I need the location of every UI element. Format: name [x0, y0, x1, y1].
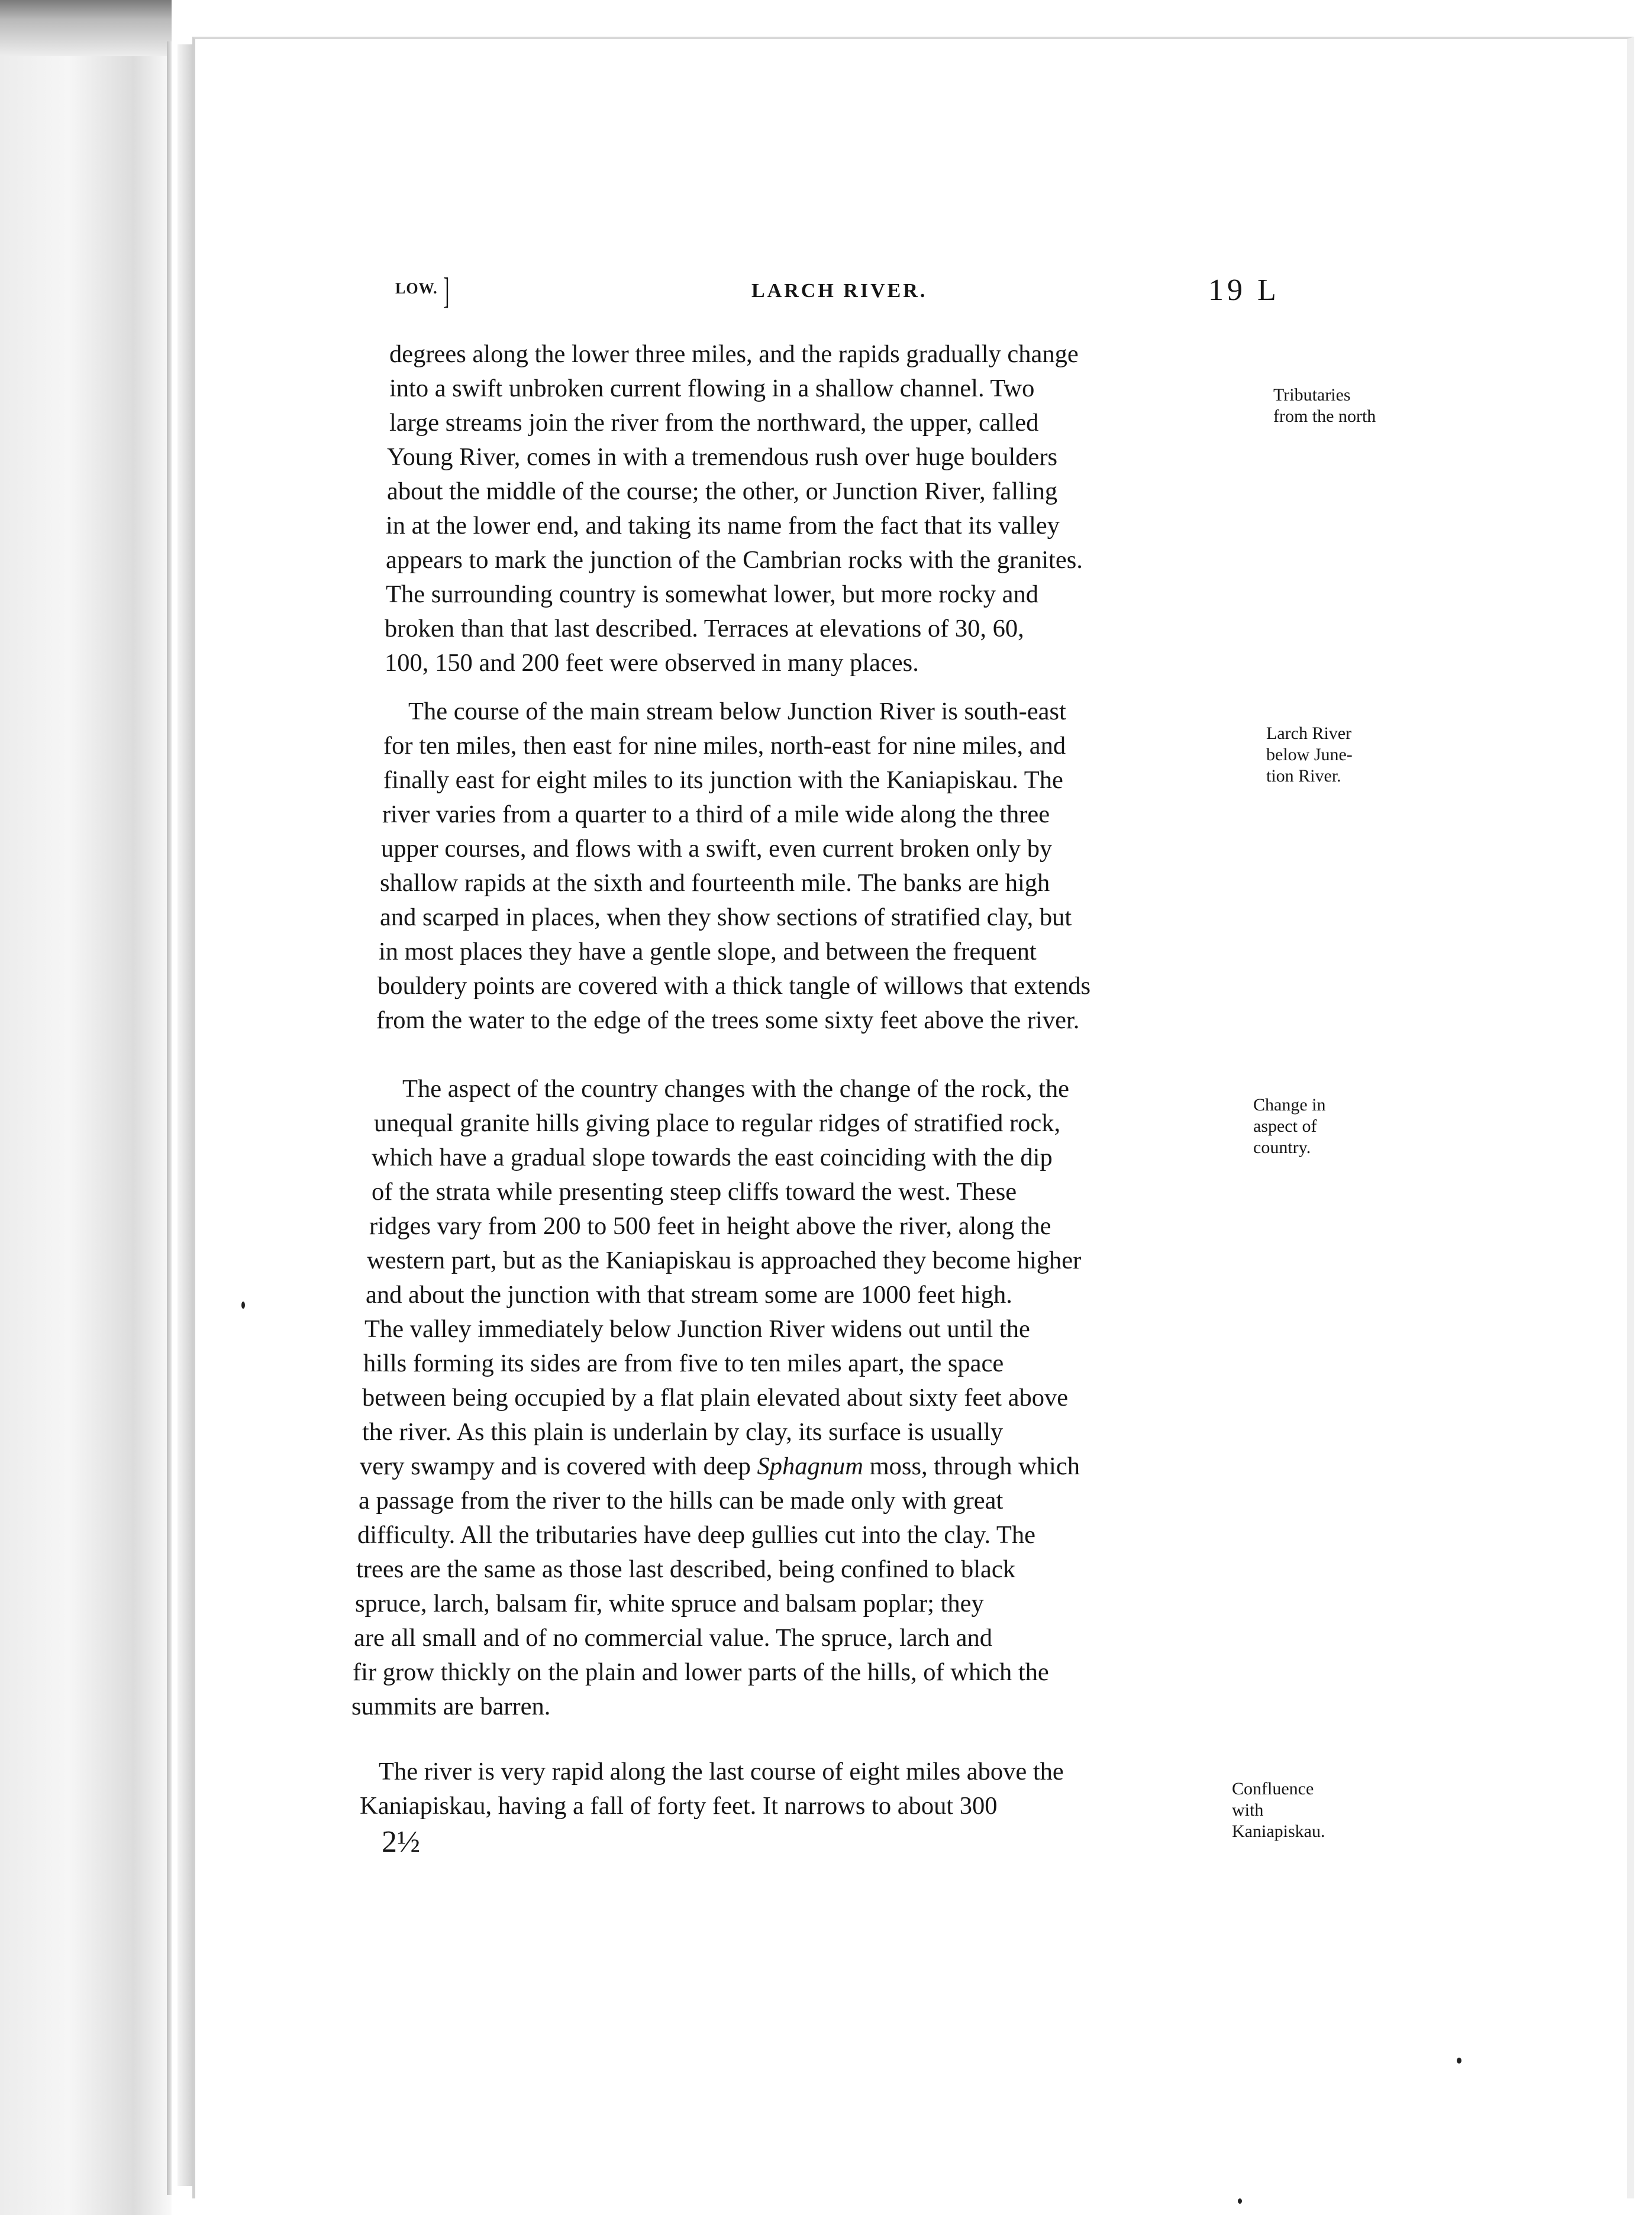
scanned-book-edge-top	[0, 0, 172, 56]
text-line	[360, 1452, 1080, 1481]
text-line: for ten miles, then east for nine miles, north-east for nine miles, and	[383, 732, 1066, 760]
text-line: about the middle of the course; the other, or Junction River, falling	[387, 477, 1058, 505]
text-line: from the water to the edge of the trees some sixty feet above the river.	[376, 1006, 1080, 1034]
text-line: shallow rapids at the sixth and fourteenth mile. The banks are high	[380, 869, 1050, 897]
text-line: bouldery points are covered with a thick tangle of willows that extends	[377, 972, 1091, 1000]
text-line: large streams join the river from the northward, the upper, called	[389, 409, 1039, 437]
text-line: fir grow thickly on the plain and lower parts of the hills, of which the	[353, 1658, 1049, 1686]
margin-note-line: Tributaries	[1273, 385, 1351, 405]
text-line: broken than that last described. Terraces at elevations of 30, 60,	[385, 615, 1024, 642]
text-line: and about the junction with that stream some are 1000 feet high.	[366, 1281, 1012, 1309]
text-line: western part, but as the Kaniapiskau is approached they become higher	[367, 1247, 1082, 1274]
italic-term: Sphagnum	[757, 1452, 863, 1480]
text-line: Kaniapiskau, having a fall of forty feet. It narrows to about 300	[360, 1792, 998, 1820]
text-segment: very swampy and is covered with deep	[360, 1452, 757, 1480]
text-line: a passage from the river to the hills can be made only with great	[359, 1487, 1004, 1515]
text-line: the river. As this plain is underlain by clay, its surface is usually	[362, 1418, 1004, 1446]
margin-note-line: from the north	[1273, 406, 1376, 426]
text-line: trees are the same as those last described, being confined to black	[356, 1555, 1016, 1583]
scan-speck	[1238, 2198, 1242, 2204]
text-line: Young River, comes in with a tremendous rush over huge boulders	[387, 443, 1058, 471]
text-line: river varies from a quarter to a third of a mile wide along the three	[382, 800, 1050, 828]
text-line: in most places they have a gentle slope, and between the frequent	[379, 938, 1037, 966]
margin-note-line: with	[1232, 1800, 1264, 1820]
text-line: The aspect of the country changes with the change of the rock, the	[402, 1075, 1069, 1103]
running-header	[0, 271, 1652, 311]
margin-note-line: aspect of	[1253, 1116, 1317, 1136]
margin-note-line: Larch River	[1266, 724, 1352, 743]
text-line: hills forming its sides are from five to ten miles apart, the space	[363, 1349, 1004, 1377]
text-line: unequal granite hills giving place to regular ridges of stratified rock,	[374, 1109, 1061, 1137]
scan-speck	[1457, 2058, 1461, 2064]
text-line: of the strata while presenting steep cliffs toward the west. These	[372, 1178, 1017, 1206]
text-line: degrees along the lower three miles, and the rapids gradually change	[389, 340, 1079, 368]
header-title: LARCH RIVER.	[751, 280, 928, 302]
text-line: in at the lower end, and taking its name from the fact that its valley	[386, 512, 1060, 540]
text-line: which have a gradual slope towards the east coinciding with the dip	[372, 1144, 1053, 1171]
text-line: difficulty. All the tributaries have deep gullies cut into the clay. The	[357, 1521, 1036, 1549]
margin-note-line: below June-	[1266, 745, 1353, 764]
text-line: between being occupied by a flat plain elevated about sixty feet above	[362, 1384, 1069, 1412]
margin-note-line: Change in	[1253, 1095, 1326, 1115]
text-segment: moss, through which	[863, 1452, 1080, 1480]
text-line: spruce, larch, balsam fir, white spruce and balsam poplar; they	[355, 1590, 984, 1617]
scanned-book-edge	[0, 0, 172, 2215]
header-author: LOW.	[395, 280, 438, 297]
text-line: into a swift unbroken current flowing in a shallow channel. Two	[389, 374, 1035, 402]
margin-note-line: Confluence	[1232, 1779, 1314, 1799]
book-binding	[167, 41, 172, 2195]
text-line: The surrounding country is somewhat lower, but more rocky and	[386, 580, 1039, 608]
signature-mark: 2½	[382, 1825, 420, 1859]
text-line: finally east for eight miles to its junction with the Kaniapiskau. The	[383, 766, 1063, 794]
text-line: are all small and of no commercial value. The spruce, larch and	[354, 1624, 992, 1652]
margin-note-line: country.	[1253, 1138, 1311, 1157]
header-bracket: ]	[443, 271, 450, 311]
text-line: The course of the main stream below Junction River is south-east	[408, 698, 1066, 725]
text-line: ridges vary from 200 to 500 feet in height above the river, along the	[369, 1212, 1051, 1240]
text-line: upper courses, and flows with a swift, even current broken only by	[381, 835, 1053, 863]
header-page-number: 19 L	[1208, 273, 1280, 307]
text-line: The river is very rapid along the last course of eight miles above the	[379, 1758, 1064, 1785]
margin-note-line: Kaniapiskau.	[1232, 1822, 1325, 1841]
margin-note-line: tion River.	[1266, 766, 1341, 786]
text-line: and scarped in places, when they show sections of stratified clay, but	[380, 903, 1072, 931]
text-line: summits are barren.	[351, 1693, 551, 1720]
text-line: 100, 150 and 200 feet were observed in many places.	[385, 649, 919, 677]
text-line: appears to mark the junction of the Cambrian rocks with the granites.	[386, 546, 1083, 574]
scan-speck	[241, 1302, 245, 1309]
text-line: The valley immediately below Junction River widens out until the	[364, 1315, 1030, 1343]
